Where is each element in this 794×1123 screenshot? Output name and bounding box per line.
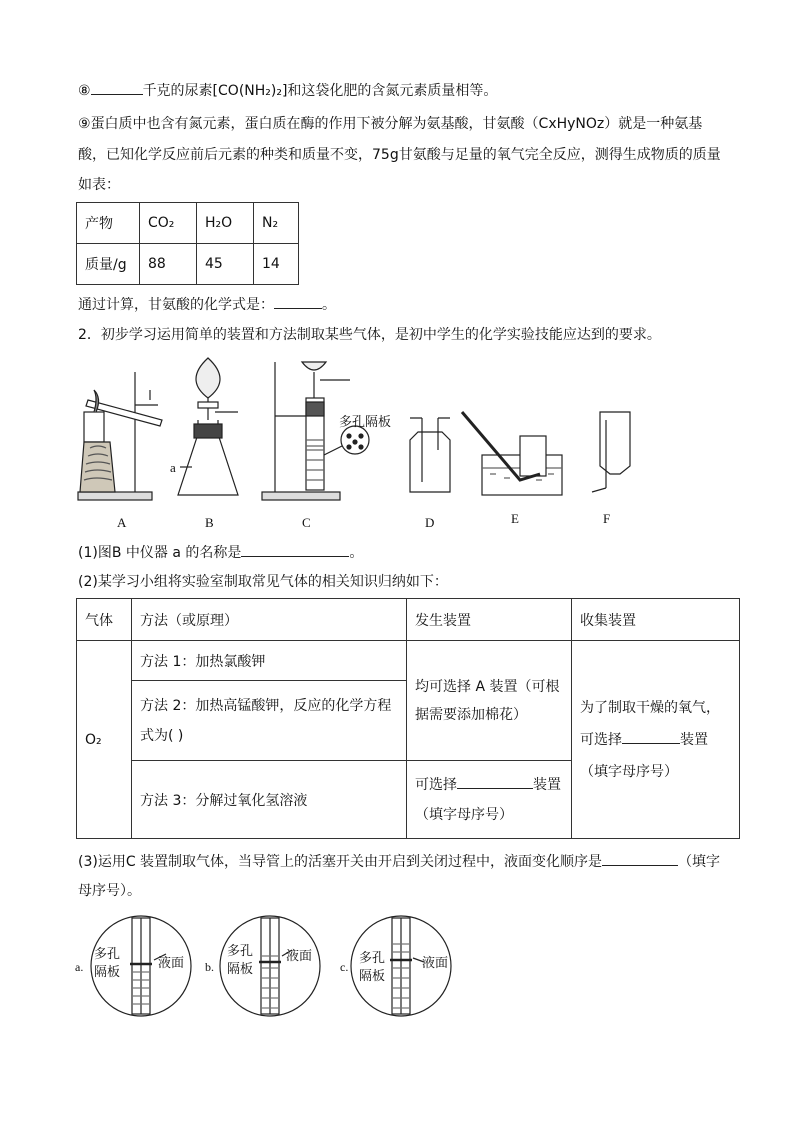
collector-line3: （填字母序号） (580, 763, 678, 780)
apparatus-a (78, 372, 162, 500)
q2-sub3-blank[interactable] (602, 851, 678, 866)
circle-c-surface-label: 液面 (422, 956, 449, 971)
generator-blank[interactable] (457, 774, 533, 789)
table-row (77, 599, 740, 641)
generator-3-text: 可选择 (415, 776, 457, 793)
collector-line2-text: 可选择 (580, 731, 622, 748)
generator-12-line1: 均可选择 A 装置（可根 (415, 678, 560, 695)
circle-label-a: a. (75, 960, 84, 974)
liquid-level-figure (70, 908, 470, 1028)
collector-cell (572, 641, 740, 839)
table-header: 发生装置 (407, 599, 572, 641)
fig-label-d: D (425, 515, 435, 530)
table-cell: 产物 (77, 203, 140, 244)
q2-sub3-text: (3)运用C 装置制取气体，当导管上的活塞开关由开启到关闭过程中，液面变化顺序是 (78, 854, 603, 870)
q8-text: 千克的尿素[CO(NH₂)₂]和这袋化肥的含氮元素质量相等。 (142, 83, 498, 99)
plate-line: 多孔 (359, 951, 386, 966)
collector-blank[interactable] (622, 729, 680, 744)
table-cell: CO₂ (140, 203, 197, 244)
circle-c-plate-label (359, 950, 385, 986)
table-row (77, 641, 740, 681)
plate-line: 隔板 (359, 969, 386, 984)
generator-12-line2: 据需要添加棉花） (415, 706, 527, 723)
fig-label-f: F (603, 511, 611, 526)
table-header: 方法（或原理） (132, 599, 407, 641)
fig-label-e: E (511, 511, 519, 526)
q8-answer-blank[interactable] (91, 80, 143, 95)
fig-label-b: B (205, 515, 214, 530)
gas-cell: O₂ (77, 641, 132, 839)
generator-3-line1 (415, 770, 563, 800)
collector-line2 (580, 724, 731, 756)
table-cell: 质量/g (77, 244, 140, 285)
q2-sub2: (2)某学习小组将实验室制取常见气体的相关知识归纳如下： (78, 574, 448, 590)
q8-number: ⑧ (78, 83, 91, 99)
circle-b-surface-label: 液面 (286, 949, 313, 964)
table-cell: 45 (197, 244, 254, 285)
table-cell: 14 (254, 244, 299, 285)
q9-line2: 酸，已知化学反应前后元素的种类和质量不变，75g甘氨酸与足量的氧气完全反应，测得生成物质的质量 (78, 147, 721, 163)
apparatus-d (410, 418, 450, 492)
q9-line1 (78, 114, 702, 134)
q9-answer-blank[interactable] (274, 294, 322, 309)
q2-sub3-end: （填字 (678, 854, 721, 870)
q2-sub1 (78, 542, 363, 563)
apparatus-f (592, 412, 630, 492)
table-row (77, 244, 299, 285)
label-a-instrument: a (170, 460, 176, 475)
plate-line: 多孔 (227, 944, 254, 959)
q2-sub3-line1 (78, 851, 720, 872)
q2-sub1-blank[interactable] (241, 542, 349, 557)
generator-3-end: 装置 (533, 776, 561, 793)
product-mass-table (76, 202, 299, 285)
fig-label-a: A (117, 515, 127, 530)
q2-sub3-line2: 母序号）。 (78, 883, 141, 899)
method-2-cell (132, 681, 407, 761)
q8-line (78, 80, 497, 101)
apparatus-figure (70, 350, 670, 535)
circle-b-plate-label (227, 943, 253, 979)
q2-sub1-text: (1)图B 中仪器 a 的名称是 (78, 545, 242, 561)
method-2-line2: 式为( ) (140, 727, 184, 744)
q9-number: ⑨ (78, 116, 91, 132)
q2-sub1-end: 。 (349, 545, 364, 561)
generator-cell-12 (407, 641, 572, 761)
circle-label-c: c. (340, 960, 349, 974)
apparatus-b (178, 358, 238, 495)
porous-plate-label: 多孔隔板 (339, 415, 392, 430)
q2-intro: 2．初步学习运用简单的装置和方法制取某些气体，是初中学生的化学实验技能应达到的要求。 (78, 327, 661, 343)
table-header: 收集装置 (572, 599, 740, 641)
table-row (77, 203, 299, 244)
collector-line2-end: 装置 (680, 731, 708, 748)
q9-conclusion-end: 。 (322, 297, 336, 313)
plate-line: 隔板 (94, 965, 121, 980)
method-1-cell: 方法 1：加热氯酸钾 (132, 641, 407, 681)
q9-conclusion (78, 294, 336, 315)
circle-a-plate-label (94, 946, 120, 982)
method-3-cell: 方法 3：分解过氧化氢溶液 (132, 761, 407, 839)
q9-conclusion-text: 通过计算，甘氨酸的化学式是： (78, 297, 274, 313)
plate-line: 隔板 (227, 962, 254, 977)
apparatus-e (462, 412, 562, 495)
circle-a-surface-label: 液面 (158, 956, 185, 971)
generator-cell-3 (407, 761, 572, 839)
generator-3-line2: （填字母序号） (415, 806, 513, 823)
collector-line1: 为了制取干燥的氧气， (580, 699, 720, 716)
table-cell: N₂ (254, 203, 299, 244)
apparatus-c (262, 362, 369, 500)
q9-line1-text: 蛋白质中也含有氮元素，蛋白质在酶的作用下被分解为氨基酸，甘氨酸（CxHyNOz）就是一种氨基 (90, 116, 703, 132)
fig-label-c: C (302, 515, 311, 530)
plate-line: 多孔 (94, 947, 121, 962)
method-2-line1: 方法 2：加热高锰酸钾，反应的化学方程 (140, 697, 392, 714)
table-cell: 88 (140, 244, 197, 285)
table-cell: H₂O (197, 203, 254, 244)
circle-label-b: b. (205, 960, 214, 974)
table-header: 气体 (77, 599, 132, 641)
q9-line3: 如表： (78, 177, 120, 193)
gas-preparation-table (76, 598, 740, 839)
